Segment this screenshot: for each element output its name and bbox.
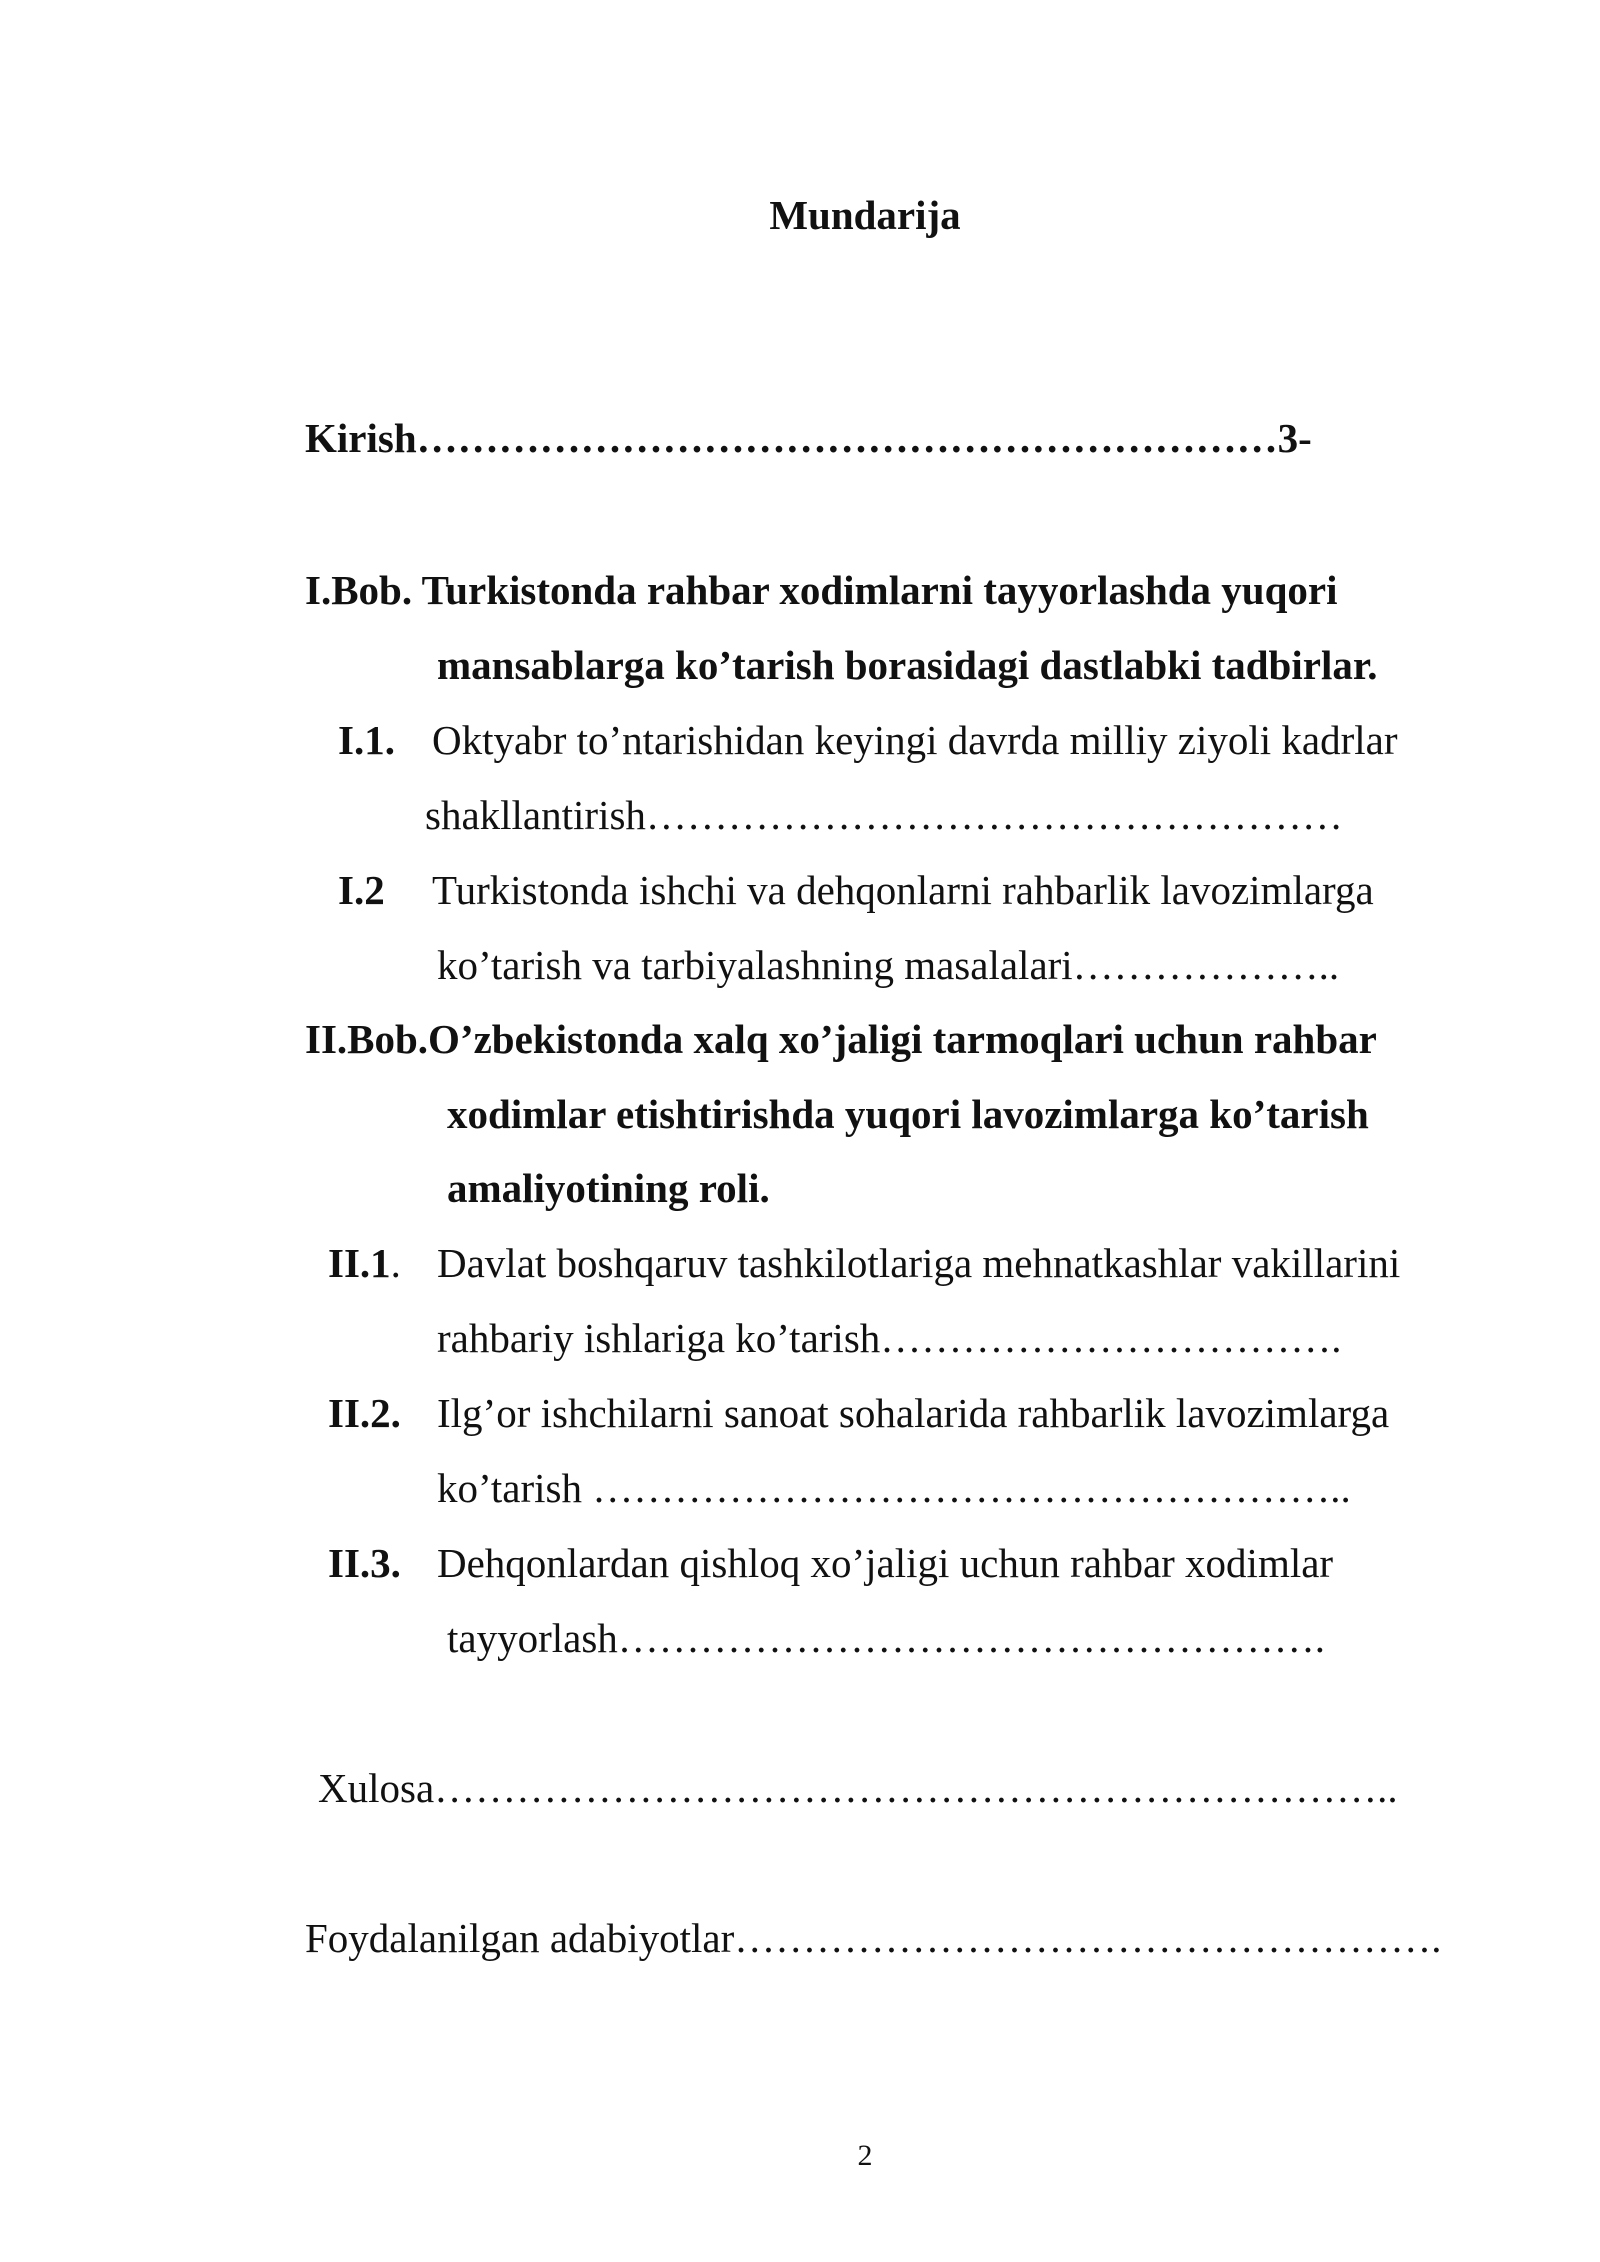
toc-sec-2-2-line1: Ilg’or ishchilarni sanoat sohalarida rahbarlik lavozimlarga (437, 1390, 1390, 1436)
toc-sec-2-1-line2: rahbariy ishlariga ko’tarish……………………………. (437, 1315, 1342, 1361)
toc-bob2-line3: amaliyotining roli. (447, 1165, 770, 1211)
toc-sec-2-3-line1: Dehqonlardan qishloq xo’jaligi uchun rahbar xodimlar (437, 1540, 1334, 1586)
toc-sec-2-1-number-text: II.1 (328, 1240, 391, 1286)
toc-sec-2-3-number: II.3. (328, 1540, 401, 1586)
toc-sec-2-1-line1: Davlat boshqaruv tashkilotlariga mehnatkashlar vakillarini (437, 1240, 1401, 1286)
toc-bob2-line2: xodimlar etishtirishda yuqori lavozimlarga ko’tarish (447, 1091, 1369, 1137)
toc-sec-2-1-number (328, 1238, 401, 1288)
toc-sec-1-1-line2: shakllantirish…………………………………………… (425, 792, 1343, 838)
toc-kirish: Kirish………………………………………………………3- (305, 415, 1312, 461)
toc-sec-1-2-line1: Turkistonda ishchi va dehqonlarni rahbarlik lavozimlarga (432, 867, 1374, 913)
toc-sec-1-2-line2: ko’tarish va tarbiyalashning masalalari……………….. (437, 942, 1340, 988)
toc-sec-2-3-line2: tayyorlash……………………………………………. (447, 1615, 1326, 1661)
toc-adabiyotlar: Foydalanilgan adabiyotlar……………………………………………. (305, 1915, 1442, 1961)
toc-sec-2-2-number: II.2. (328, 1390, 401, 1436)
toc-bob1-line2: mansablarga ko’tarish borasidagi dastlabki tadbirlar. (437, 642, 1378, 688)
toc-xulosa: Xulosa…………………………………………………………….. (318, 1765, 1398, 1811)
toc-sec-1-1-number: I.1. (338, 717, 395, 763)
toc-sec-2-1-number-suffix: . (390, 1240, 401, 1286)
toc-sec-1-1-line1: Oktyabr to’ntarishidan keyingi davrda milliy ziyoli kadrlar (432, 717, 1398, 763)
toc-sec-2-2-line2: ko’tarish ……………………………………………….. (437, 1465, 1351, 1511)
toc-bob2-line1: II.Bob.O’zbekistonda xalq xo’jaligi tarmoqlari uchun rahbar (305, 1016, 1377, 1062)
page-number: 2 (857, 2139, 873, 2172)
page-title: Mundarija (769, 192, 961, 238)
toc-bob1-line1: I.Bob. Turkistonda rahbar xodimlarni tayyorlashda yuqori (305, 567, 1338, 613)
toc-sec-1-2-number: I.2 (338, 867, 385, 913)
